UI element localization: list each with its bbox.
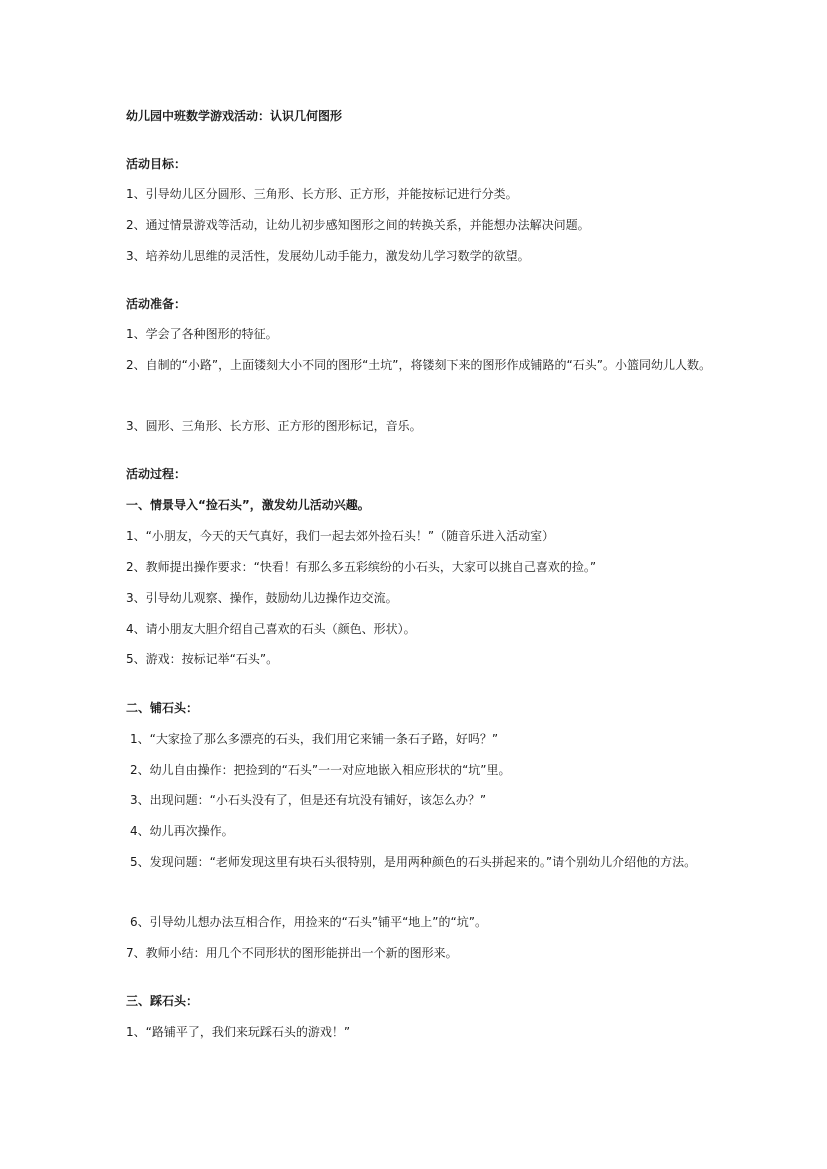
section-title: 一、情景导入“捡石头”，激发幼儿活动兴趣。 bbox=[126, 498, 370, 512]
process-item: 1、“路铺平了，我们来玩踩石头的游戏！” bbox=[126, 1025, 351, 1039]
goal-item: 2、通过情景游戏等活动，让幼儿初步感知图形之间的转换关系，并能想办法解决问题。 bbox=[126, 218, 590, 232]
page-title: 幼儿园中班数学游戏活动：认识几何图形 bbox=[126, 109, 343, 123]
process-item: 5、游戏：按标记举“石头”。 bbox=[126, 652, 279, 666]
process-item: 2、教师提出操作要求：“快看！有那么多五彩缤纷的小石头，大家可以挑自己喜欢的捡。” bbox=[126, 560, 597, 574]
prep-item: 1、学会了各种图形的特征。 bbox=[126, 327, 278, 341]
goals-heading: 活动目标： bbox=[126, 157, 187, 171]
process-item: 3、出现问题：“小石头没有了，但是还有坑没有铺好，该怎么办？” bbox=[130, 793, 487, 807]
process-item: 7、教师小结：用几个不同形状的图形能拼出一个新的图形来。 bbox=[126, 946, 458, 960]
goal-item: 3、培养幼儿思维的灵活性，发展幼儿动手能力，激发幼儿学习数学的欲望。 bbox=[126, 249, 530, 263]
prep-item: 2、自制的“小路”，上面镂刻大小不同的图形“土坑”，将镂刻下来的图形作成铺路的“石头”。小篮同幼儿人数。 bbox=[126, 358, 711, 372]
process-item: 3、引导幼儿观察、操作，鼓励幼儿边操作边交流。 bbox=[126, 591, 398, 605]
prep-item: 3、圆形、三角形、长方形、正方形的图形标记，音乐。 bbox=[126, 419, 422, 433]
process-heading: 活动过程： bbox=[126, 467, 187, 481]
process-item: 1、“小朋友，今天的天气真好，我们一起去郊外捡石头！”（随音乐进入活动室） bbox=[126, 529, 555, 543]
prep-heading: 活动准备： bbox=[126, 297, 187, 311]
process-item: 6、引导幼儿想办法互相合作，用捡来的“石头”铺平“地上”的“坑”。 bbox=[130, 915, 487, 929]
process-item: 2、幼儿自由操作：把捡到的“石头”一一对应地嵌入相应形状的“坑”里。 bbox=[130, 763, 511, 777]
process-item: 4、幼儿再次操作。 bbox=[130, 824, 234, 838]
process-item: 4、请小朋友大胆介绍自己喜欢的石头（颜色、形状）。 bbox=[126, 622, 416, 636]
section-title: 二、铺石头： bbox=[126, 701, 199, 715]
process-item: 1、“大家捡了那么多漂亮的石头，我们用它来铺一条石子路，好吗？” bbox=[130, 732, 499, 746]
process-item: 5、发现问题：“老师发现这里有块石头很特别，是用两种颜色的石头拼起来的。”请个别幼儿介绍他的方法。 bbox=[130, 855, 697, 869]
goal-item: 1、引导幼儿区分圆形、三角形、长方形、正方形，并能按标记进行分类。 bbox=[126, 187, 518, 201]
section-title: 三、踩石头： bbox=[126, 994, 199, 1008]
